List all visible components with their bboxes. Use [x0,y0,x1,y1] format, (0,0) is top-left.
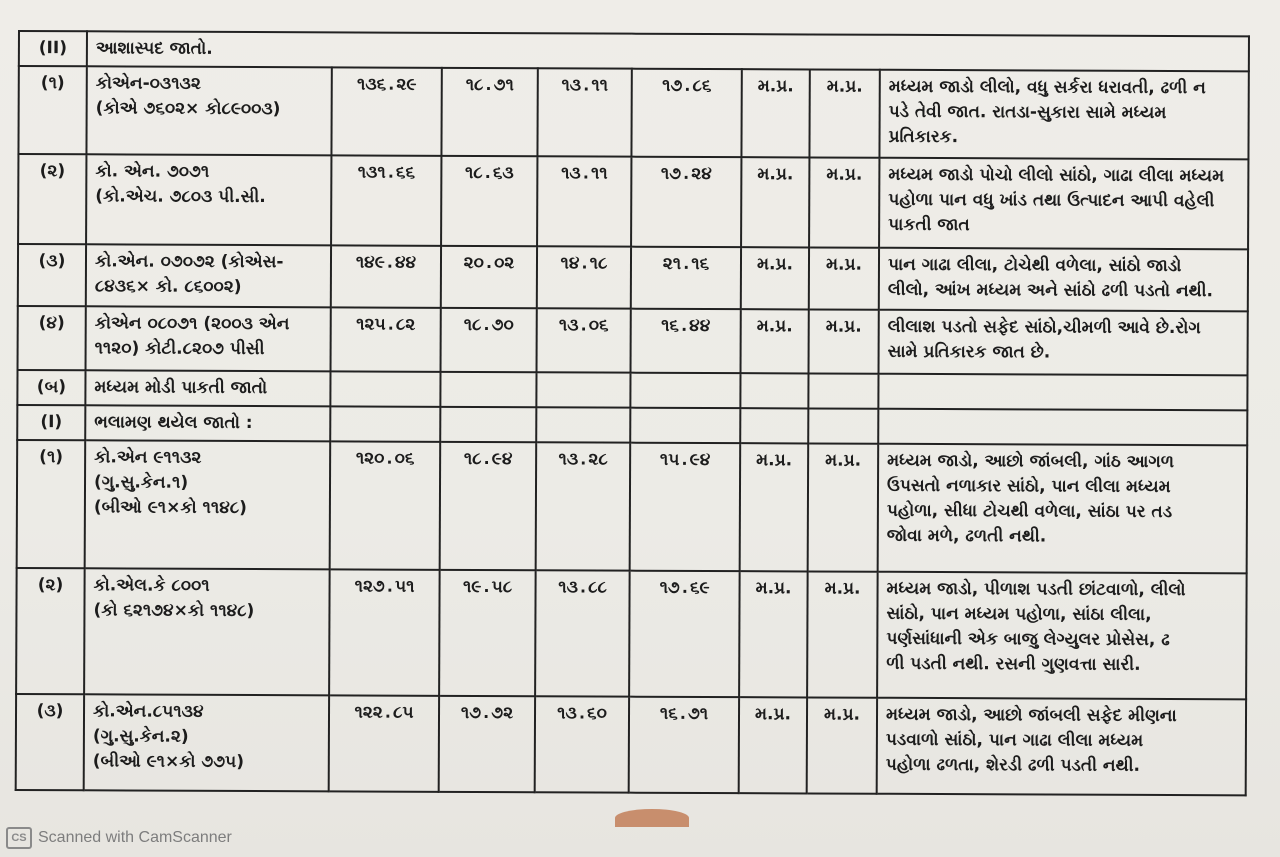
yield-value: ૧૨૨.૮૫ [329,695,439,791]
resistance-2: મ.પ્ર. [809,157,879,247]
variety-name-line: (બીઓ ૯૧×કો ૭૭૫) [92,751,245,772]
description-line: મધ્યમ જાડો લીલો, વધુ સર્કરા ધરાવતી, ઢળી ન [888,76,1206,99]
empty-cell [878,409,1247,446]
resistance-1: મ.પ્ર. [739,697,807,793]
empty-cell [808,373,878,408]
empty-cell [630,373,740,408]
variety-row [16,694,1246,795]
description-line: મધ્યમ જાડો, આછો જાંબલી, ગાંઠ આગળ [887,450,1175,473]
row-index: (૩) [18,244,86,306]
section-index: (II) [19,31,87,66]
sucrose-value: ૧૪.૧૮ [537,246,631,308]
brix-value: ૧૮.૯૪ [440,442,537,570]
brix-value: ૧૭.૭૨ [439,696,535,792]
description-line: પાન ગાઢા લીલા, ટોચેથી વળેલા, સાંઠો જાડો [887,254,1182,277]
variety-name-line: કો.એન ૯૧૧૩૨ [94,447,202,468]
description-line: પડવાળો સાંઠો, પાન ગાઢા લીલા મધ્યમ [885,729,1144,751]
description [879,158,1248,250]
variety-name-line: કો.એન.૮૫૧૩૪ [92,701,204,722]
description-line: પડે તેવી જાત. રાતડા-સુકારા સામે મધ્યમ [888,101,1167,124]
section-title: આશાસ્પદ જાતો. [87,31,1249,71]
description-line: પહોળા પાન વધુ ખાંડ તથા ઉત્પાદન આપી વહેલી [888,189,1215,212]
description [877,698,1246,796]
variety-name-line: કો. એન. ૭૦૭૧ [95,161,210,182]
variety-name [86,244,331,307]
yield-value: ૧૨૭.૫૧ [329,569,440,695]
sucrose-value: ૧૩.૬૦ [535,696,629,792]
resistance-2: મ.પ્ર. [809,309,879,373]
resistance-1: મ.પ્ર. [741,69,809,157]
brix-value: ૧૮.૭૧ [441,68,537,156]
subsection-b-row [17,370,1247,410]
resistance-2: મ.પ્ર. [809,247,879,309]
resistance-1: મ.પ્ર. [740,443,809,571]
variety-name-line: (કો ૬૨૧૭૪×કો ૧૧૪૮) [93,600,255,622]
yield-value: ૧૪૯.૪૪ [331,245,441,307]
yield-value: ૧૩૧.૬૬ [331,155,441,245]
sucrose-value: ૧૩.૦૬ [537,308,631,372]
description [879,248,1248,312]
description [877,572,1247,700]
brix-value: ૧૯.૫૮ [439,570,536,696]
variety-name-line: કોએન ૦૮૦૭૧ (૨૦૦૩ એન [94,313,290,335]
variety-name-line: (ગુ.સુ.કેન.૨) [92,726,189,747]
sucrose-value: ૧૩.૨૮ [536,442,631,570]
description-line: લીલાશ પડતો સફેદ સાંઠો,ચીમળી આવે છે.રોગ [887,316,1201,339]
yield-value: ૧૩૬.૨૯ [331,67,441,155]
variety-name-line: કોએન-૦૩૧૩૨ [95,73,201,94]
variety-name-line: ૧૧૨૦) કોટી.૮૨૦૭ પીસી [94,338,265,360]
description-line: ળી પડતી નથી. રસની ગુણવત્તા સારી. [886,653,1141,675]
description-line: પ્રતિકારક. [888,126,959,148]
sucrose-value: ૧૩.૮૮ [535,570,630,696]
variety-name-line: કો.એન. ૦૭૦૭૨ (કોએસ- [94,251,284,273]
yield-value: ૧૨૫.૮૨ [331,307,441,371]
variety-name [86,306,331,371]
section-header-row [19,31,1249,71]
row-index: (૧) [18,66,86,154]
sugar-yield-value: ૧૭.૮૬ [631,69,741,157]
sucrose-value: ૧૩.૧૧ [537,156,631,246]
description [879,70,1248,160]
variety-name [86,66,331,155]
subsection-b-row-title: મધ્યમ મોડી પાકતી જાતો [85,370,330,406]
description-line: પહોળા ઢળતા, શેરડી ઢળી પડતી નથી. [885,754,1141,776]
brix-value: ૧૮.૭૦ [441,308,537,372]
subsection-b-row-index: (બ) [17,370,85,405]
empty-cell [536,372,630,407]
variety-row [18,244,1248,311]
variety-name [85,440,331,569]
thumb-edge [615,809,689,827]
resistance-1: મ.પ્ર. [741,309,809,373]
camscanner-logo-icon: CS [6,827,32,849]
resistance-1: મ.પ્ર. [741,157,809,247]
variety-name-line: (ગુ.સુ.કેન.૧) [93,472,189,493]
row-index: (૨) [16,568,85,694]
variety-row [18,306,1248,375]
resistance-1: મ.પ્ર. [741,247,809,309]
resistance-2: મ.પ્ર. [808,443,879,571]
description-line: ઉપસતો નળાકાર સાંઠો, પાન લીલા મધ્યમ [886,475,1171,498]
sucrose-value: ૧૩.૧૧ [537,68,631,156]
sugar-yield-value: ૧૬.૭૧ [629,697,739,793]
brix-value: ૨૦.૦૨ [441,246,537,308]
empty-cell [330,406,440,441]
row-index: (૪) [18,306,86,370]
resistance-1: મ.પ્ર. [739,571,808,697]
variety-name-line: (કો.એચ. ૭૮૦૩ પી.સી. [95,186,266,208]
empty-cell [740,408,808,443]
variety-row [18,154,1248,249]
subsection-i-row-title: ભલામણ થયેલ જાતો : [85,405,330,441]
variety-name [84,694,329,791]
description-line: મધ્યમ જાડો, આછો જાંબલી સફેદ મીણના [885,704,1177,727]
sugar-yield-value: ૧૫.૯૪ [630,443,741,571]
resistance-2: મ.પ્ર. [807,697,877,793]
variety-name [86,154,331,245]
row-index: (૧) [17,440,86,568]
description [879,310,1248,376]
description-line: સાંઠો, પાન મધ્યમ પહોળા, સાંઠા લીલા, [886,603,1152,625]
resistance-2: મ.પ્ર. [807,571,878,697]
empty-cell [330,371,440,406]
resistance-2: મ.પ્ર. [809,69,879,157]
row-index: (૨) [18,154,86,244]
sugar-yield-value: ૧૭.૨૪ [631,157,741,247]
empty-cell [536,407,630,442]
description-line: સામે પ્રતિકારક જાત છે. [887,341,1051,363]
sugar-yield-value: ૨૧.૧૬ [631,247,741,309]
subsection-i-row-index: (I) [17,405,85,440]
empty-cell [440,372,536,407]
variety-name-line: (બીઓ ૯૧×કો ૧૧૪૮) [93,497,247,519]
description-line: લીલો, આંખ મધ્યમ અને સાંઠો ઢળી પડતો નથી. [887,279,1214,302]
scanner-watermark [6,827,232,849]
description-line: પાકતી જાત [888,214,970,236]
variety-row [17,440,1248,573]
description-line: પહોળા, સીધા ટોચથી વળેલા, સાંઠા પર તડ [886,500,1173,523]
description-line: મધ્યમ જાડો, પીળાશ પડતી છાંટવાળો, લીલો [886,578,1186,601]
empty-cell [878,374,1247,411]
empty-cell [740,373,808,408]
sugar-yield-value: ૧૭.૬૯ [629,571,740,697]
variety-name [84,568,330,695]
description-line: પર્ણસાંધાની એક બાજુ લેગ્યુલર પ્રોસેસ, ઢ [886,628,1170,651]
empty-cell [630,408,740,443]
variety-name-line: કો.એલ.કે ૮૦૦૧ [93,575,210,596]
variety-name-line: (કોએ ૭૬૦૨× કો૮૯૦૦૩) [95,98,281,120]
brix-value: ૧૮.૬૩ [441,156,537,246]
yield-value: ૧૨૦.૦૬ [330,441,441,569]
sugar-yield-value: ૧૬.૪૪ [631,309,741,373]
variety-row [16,568,1247,699]
watermark-text: Scanned with CamScanner [38,829,232,846]
description-line: મધ્યમ જાડો પોચો લીલો સાંઠો, ગાઢા લીલા મધ્યમ [888,164,1225,187]
variety-name-line: ૮૪૩૬× કો. ૮૬૦૦૨) [94,276,242,297]
sugarcane-varieties-table [15,30,1250,796]
row-index: (૩) [16,694,84,790]
subsection-i-row [17,405,1247,445]
empty-cell [808,408,878,443]
description-line: જોવા મળે, ઢળતી નથી. [886,525,1047,547]
variety-row [18,66,1248,159]
empty-cell [440,407,536,442]
description [878,444,1248,574]
